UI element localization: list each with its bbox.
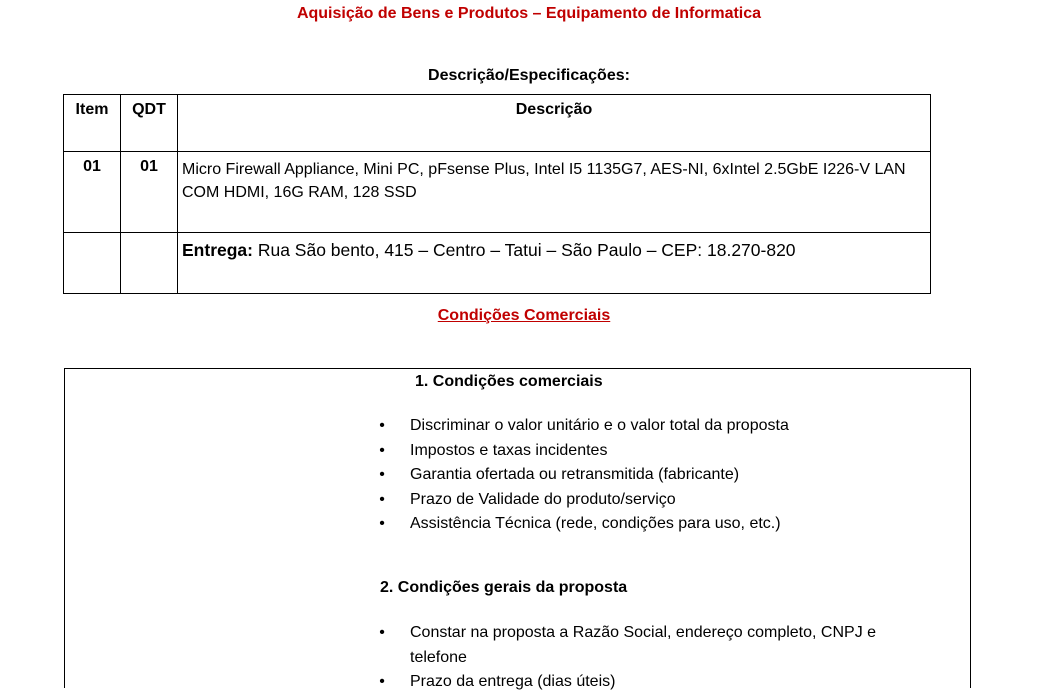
list-item <box>376 621 936 670</box>
header-item: Item <box>64 95 121 152</box>
commercial-conditions-title: Condições Comerciais <box>437 307 611 324</box>
delivery-cell <box>178 233 931 294</box>
header-descricao: Descrição <box>178 95 931 152</box>
bullet-icon: • <box>379 490 385 508</box>
list-item <box>376 439 936 464</box>
list-item-text: Assistência Técnica (rede, condições para uso, etc.) <box>410 515 781 532</box>
list-item-text: Discriminar o valor unitário e o valor total da proposta <box>410 417 789 434</box>
bullet-icon: • <box>379 624 385 641</box>
cell-descricao: Micro Firewall Appliance, Mini PC, pFsense Plus, Intel I5 1135G7, AES-NI, 6xIntel 2.5GbE I226-V LAN COM HDMI, 16G RAM, 128 SSD <box>178 152 931 233</box>
delivery-row <box>64 233 931 294</box>
section1-title: 1. Condições comerciais <box>415 373 603 390</box>
bullet-icon: • <box>379 417 385 434</box>
section1-list <box>376 414 936 537</box>
table-row <box>64 152 931 233</box>
document-title: Aquisição de Bens e Produtos – Equipamento de Informatica <box>296 5 762 22</box>
cell-empty-item <box>64 233 121 294</box>
table-header-row <box>64 95 931 152</box>
cell-item: 01 <box>64 152 121 233</box>
list-item <box>376 512 936 537</box>
cell-qdt: 01 <box>121 152 178 233</box>
specifications-table <box>63 94 931 294</box>
bullet-icon: • <box>379 673 385 690</box>
list-item <box>376 463 936 488</box>
bullet-icon: • <box>379 515 385 532</box>
list-item-text: Impostos e taxas incidentes <box>410 441 608 459</box>
header-qdt: QDT <box>121 95 178 152</box>
list-item <box>376 488 936 513</box>
list-item-text: Prazo de Validade do produto/serviço <box>410 490 676 508</box>
delivery-address: Rua São bento, 415 – Centro – Tatui – São Paulo – CEP: 18.270-820 <box>252 240 796 260</box>
specifications-heading: Descrição/Especificações: <box>428 67 630 84</box>
list-item-text: Garantia ofertada ou retransmitida (fabricante) <box>410 466 740 483</box>
list-item-text: Constar na proposta a Razão Social, endereço completo, CNPJ e telefone <box>410 624 877 666</box>
bullet-icon: • <box>379 441 385 459</box>
section2-title: 2. Condições gerais da proposta <box>380 579 628 596</box>
cell-empty-qdt <box>121 233 178 294</box>
section2-list <box>376 621 936 695</box>
bullet-icon: • <box>379 466 385 483</box>
list-item <box>376 414 936 439</box>
list-item-text: Prazo da entrega (dias úteis) <box>410 673 616 690</box>
list-item <box>376 670 936 695</box>
delivery-label: Entrega: <box>182 240 253 260</box>
